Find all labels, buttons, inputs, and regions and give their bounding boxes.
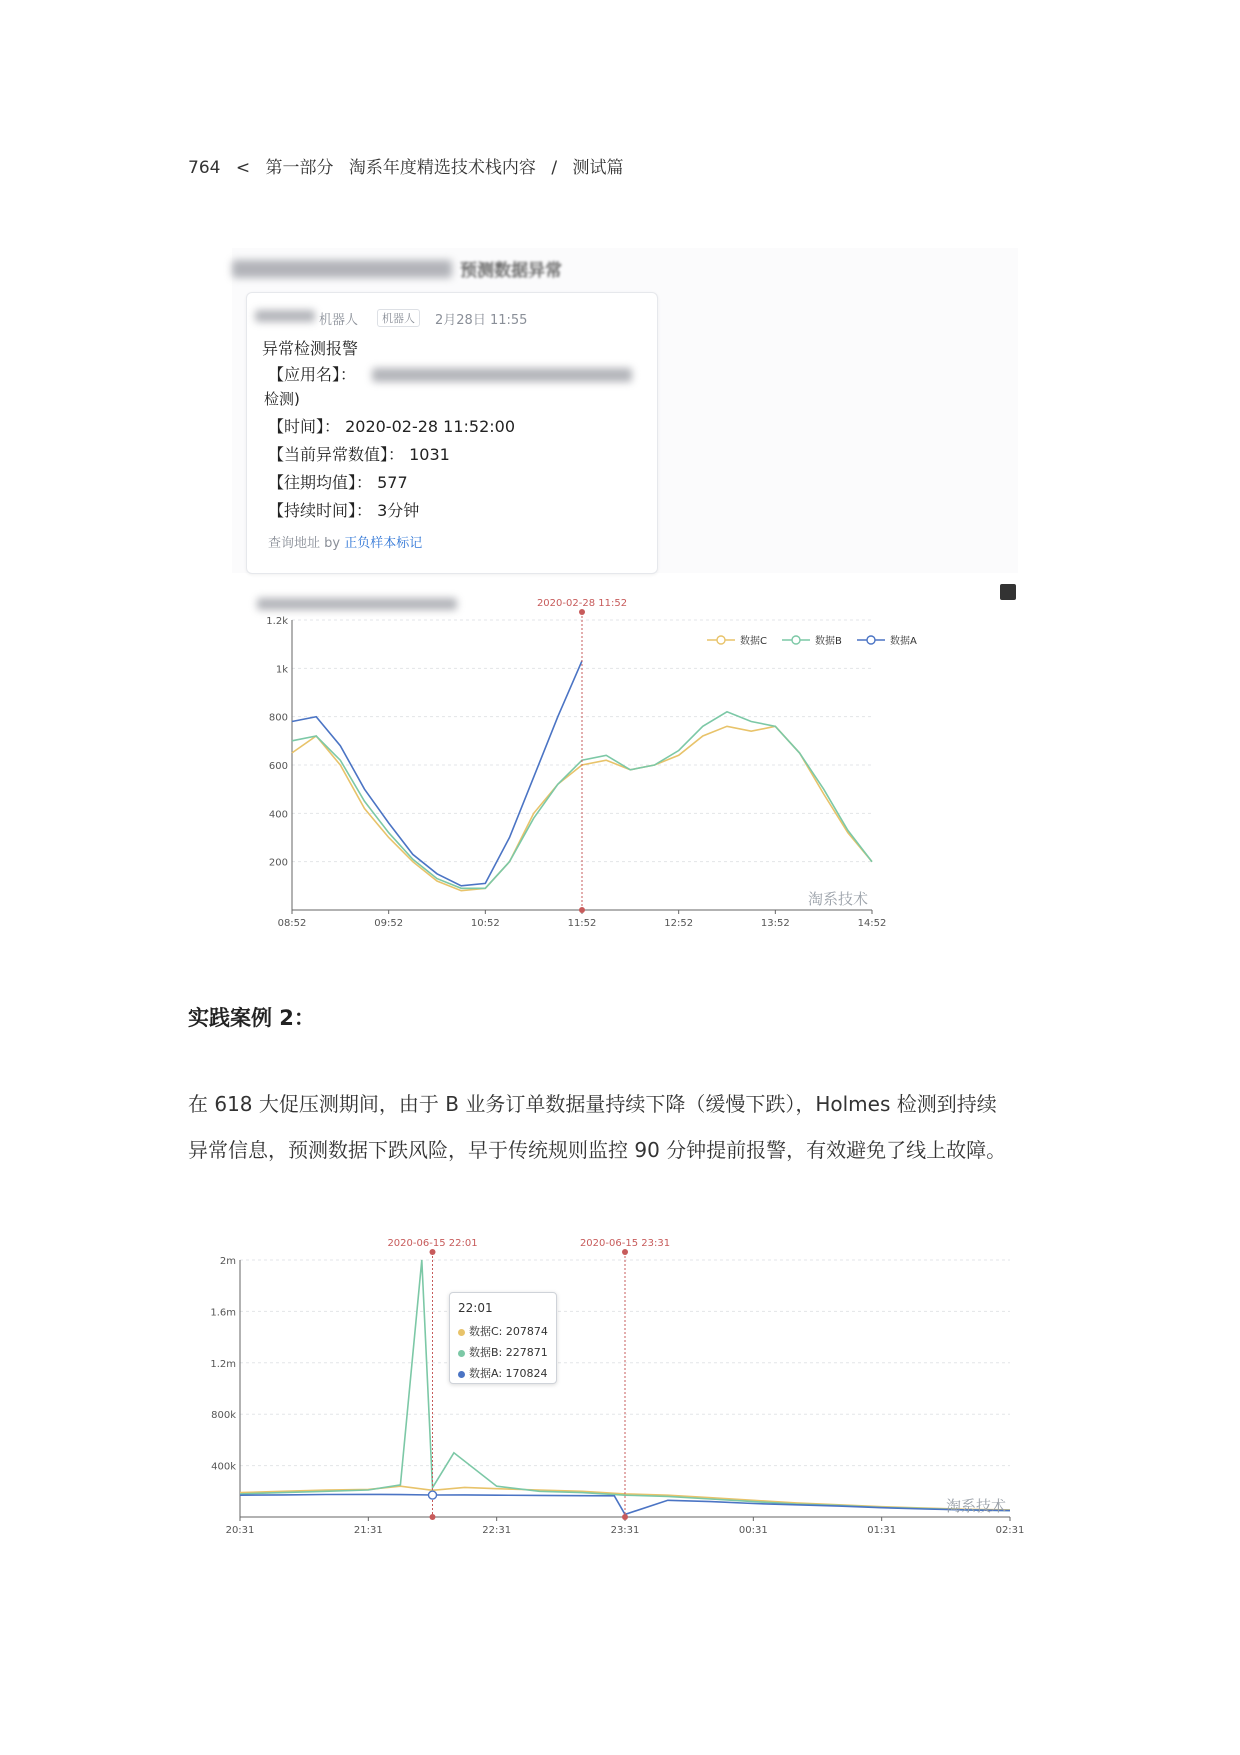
y-tick-label: 200 (268, 857, 288, 869)
y-tick-label: 1k (275, 664, 288, 676)
marker-dot (430, 1514, 436, 1520)
legend-label: 数据C (740, 636, 767, 647)
y-tick-label: 800 (268, 712, 288, 724)
x-tick-label: 20:31 (225, 1525, 255, 1536)
x-tick-label: 23:31 (610, 1525, 640, 1536)
duration: 【持续时间】： 3分钟 (268, 501, 420, 520)
x-tick-label: 13:52 (760, 918, 790, 929)
marker-label: 2020-06-15 22:01 (387, 1238, 478, 1249)
blurred-sender (255, 310, 315, 322)
legend-label: 数据B (815, 636, 842, 647)
marker-dot (622, 1514, 628, 1520)
alert-card-screenshot (232, 248, 1018, 573)
watermark: 淘系技术 (807, 890, 868, 908)
chart2-screenshot (200, 1230, 1040, 1550)
y-tick-label: 2m (219, 1256, 236, 1267)
legend-marker (717, 636, 725, 644)
message-timestamp: 2月28日 11:55 (435, 313, 528, 328)
chart2-svg (200, 1230, 1040, 1550)
x-tick-label: 08:52 (277, 918, 307, 929)
chart1-svg (232, 580, 1018, 952)
x-tick-label: 01:31 (867, 1525, 897, 1536)
x-tick-label: 10:52 (470, 918, 500, 929)
tooltip-value-a: 数据A: 170824 (469, 1367, 548, 1380)
tooltip-value-b: 数据B: 227871 (469, 1346, 548, 1359)
y-tick-label: 1.2m (210, 1358, 236, 1370)
section-title: 实践案例 2： (188, 1006, 315, 1030)
x-tick-label: 00:31 (738, 1525, 768, 1536)
x-tick-label: 02:31 (995, 1525, 1025, 1536)
y-tick-label: 800k (211, 1410, 236, 1422)
tooltip-row-a (458, 1365, 548, 1381)
page-header (188, 153, 633, 178)
current-value: 【当前异常数值】： 1031 (268, 445, 450, 464)
tooltip-row-b (458, 1344, 548, 1360)
y-tick-label: 1.2k (266, 616, 288, 627)
header-book-title: 淘系年度精选技术栈内容 (348, 158, 536, 178)
chart2-tooltip (449, 1292, 557, 1384)
alert-heading: 异常检测报警 (262, 339, 359, 358)
legend-marker (867, 636, 875, 644)
query-address (268, 532, 422, 551)
x-tick-label: 09:52 (374, 918, 404, 929)
marker-dot (622, 1249, 628, 1255)
paragraph-line-2: 异常信息，预测数据下跌风险，早于传统规则监控 90 分钟提前报警，有效避免了线上故障。 (188, 1138, 1007, 1162)
blurred-chart-title (257, 598, 457, 610)
bot-label: 机器人 (319, 313, 359, 328)
x-tick-label: 21:31 (353, 1525, 383, 1536)
header-separator: < (235, 158, 251, 178)
marker-dot (579, 609, 585, 615)
series-line (292, 661, 582, 886)
y-tick-label: 400 (268, 809, 288, 821)
expand-icon (1000, 584, 1016, 600)
marker-dot (430, 1249, 436, 1255)
query-prefix: 查询地址 by (268, 536, 341, 551)
bot-tag: 机器人 (377, 309, 420, 327)
sample-label-link[interactable]: 正负样本标记 (344, 536, 423, 551)
x-tick-label: 12:52 (664, 918, 694, 929)
watermark: 淘系技术 (945, 1497, 1006, 1515)
blurred-app-name (372, 368, 632, 382)
x-tick-label: 11:52 (567, 918, 597, 929)
x-tick-label: 14:52 (857, 918, 887, 929)
marker-dot (579, 907, 585, 913)
header-section: 测试篇 (572, 158, 624, 178)
legend-dot-icon (458, 1329, 465, 1336)
x-tick-label: 22:31 (482, 1525, 512, 1536)
header-part: 第一部分 (265, 158, 334, 178)
y-tick-label: 1.6m (210, 1307, 236, 1319)
alert-time: 【时间】： 2020-02-28 11:52:00 (268, 417, 516, 436)
paragraph-line-1: 在 618 大促压测期间，由于 B 业务订单数据量持续下降（缓慢下跌），Holmes 检测到持续 (188, 1092, 997, 1116)
hover-point (429, 1491, 437, 1499)
legend-dot-icon (458, 1350, 465, 1357)
chart1-screenshot (232, 580, 1018, 952)
page-number: 764 (188, 158, 221, 178)
historical-average: 【往期均值】： 577 (268, 473, 408, 492)
y-tick-label: 600 (268, 761, 288, 772)
legend-dot-icon (458, 1371, 465, 1378)
header-slash: / (551, 158, 558, 178)
alert-title: 预测数据异常 (460, 261, 562, 281)
app-name-tail: 检测) (264, 390, 300, 408)
legend-label: 数据A (890, 636, 917, 647)
blurred-title (232, 260, 452, 278)
tooltip-value-c: 数据C: 207874 (469, 1325, 548, 1338)
app-name-key: 【应用名】： (268, 365, 357, 384)
tooltip-row-c (458, 1323, 548, 1339)
marker-label: 2020-06-15 23:31 (579, 1238, 671, 1249)
marker-label: 2020-02-28 11:52 (536, 598, 628, 609)
tooltip-time: 22:01 (458, 1301, 493, 1315)
legend-marker (792, 636, 800, 644)
y-tick-label: 400k (211, 1461, 236, 1473)
